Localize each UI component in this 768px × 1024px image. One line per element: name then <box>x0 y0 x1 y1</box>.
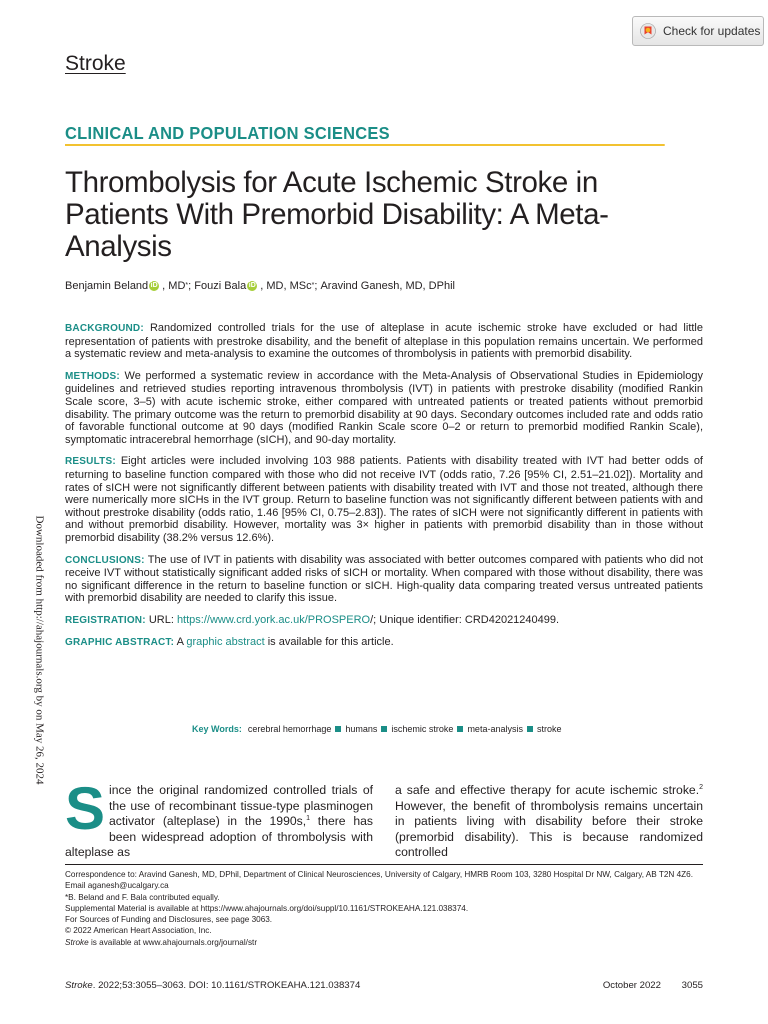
conclusions-label: CONCLUSIONS: <box>65 554 145 566</box>
abstract-background <box>65 322 703 361</box>
page-footer <box>65 980 703 991</box>
author-2-degree: , MD, MSc <box>260 280 312 292</box>
square-bullet-icon <box>457 726 463 732</box>
methods-label: METHODS: <box>65 370 120 382</box>
funding-note: For Sources of Funding and Disclosures, see page 3063. <box>65 915 273 925</box>
background-text: Randomized controlled trials for the use of alteplase in acute ischemic stroke have excluded or had little representation of patients with prestroke disability, and the benefit of alteplase in this population remains uncertain. We performed a systematic review and meta-analysis to examine the outcomes of thrombolysis in patients with premorbid disability. <box>65 322 703 361</box>
check-for-updates-label: Check for updates <box>663 24 761 38</box>
availability-text: is available at www.ahajournals.org/journal/str <box>88 937 258 947</box>
reference-marker[interactable]: 1 <box>306 815 311 823</box>
footer-right <box>585 980 703 991</box>
abstract-methods <box>65 370 703 447</box>
body-text: ince the original randomized controlled trials of the use of recombinant tissue-type plasminogen activator (alteplase) in the 1990s, <box>109 783 373 829</box>
orcid-icon[interactable]: iD <box>248 282 256 289</box>
download-notice-text: Downloaded from http://ahajournals.org by on May 26, 2024 <box>33 515 46 785</box>
results-label: RESULTS: <box>65 456 116 468</box>
graphic-abstract-prefix: A <box>176 636 187 649</box>
background-label: BACKGROUND: <box>65 323 144 334</box>
author-list: Benjamin Beland iD , MD * ; Fouzi Bala iD , MD, MSc * ; Aravind Ganesh, MD, DPhil <box>65 280 455 292</box>
page-number: 3055 <box>681 980 703 991</box>
body-column-right <box>395 783 703 861</box>
author-1-name[interactable]: Benjamin Beland <box>65 280 149 292</box>
copyright-note: © 2022 American Heart Association, Inc. <box>65 926 212 936</box>
abstract-results <box>65 455 703 544</box>
author-2-name[interactable]: Fouzi Bala <box>194 280 247 292</box>
correspondence-note: Correspondence to: Aravind Ganesh, MD, DPhil, Department of Clinical Neurosciences, University of Calgary, HMRB Room 103, 3280 Hospital Dr NW, Calgary, AB T2N 4Z6. Email aganesh@ucalgary.ca <box>65 870 693 891</box>
registration-identifier: /; Unique identifier: CRD42021240499. <box>370 613 560 626</box>
square-bullet-icon <box>527 726 533 732</box>
equal-contribution-note: *B. Beland and F. Bala contributed equally. <box>65 892 220 902</box>
availability-journal: Stroke <box>65 937 89 947</box>
citation-text: . 2022;53:3055–3063. DOI: 10.1161/STROKEAHA.121.038374 <box>92 980 361 991</box>
abstract <box>65 322 703 659</box>
crossmark-icon <box>640 23 656 39</box>
keyword-item: stroke <box>536 724 562 734</box>
reference-marker[interactable]: 2 <box>699 783 703 791</box>
abstract-graphic <box>65 636 703 650</box>
body-column-left <box>65 775 374 861</box>
citation <box>65 980 360 991</box>
keyword-item: meta-analysis <box>467 724 523 734</box>
square-bullet-icon <box>335 726 341 732</box>
body-text: there has been widespread adoption of thrombolysis with alteplase as <box>65 814 374 860</box>
drop-cap: S <box>65 775 106 842</box>
results-text: Eight articles were included involving 103 988 patients. Patients with disability treated with IVT had better odds of returning to baseline function compared with those who did not receive IVT (odds ratio, 7.26 [95% CI, 2.51–21.02]). Mortality and rates of sICH were not significantly different between patients with disability treated with IVT and those not treated, although there were numerically more sICHs in the IVT group. Return to baseline function was not significantly different between patients with and without prestroke disability (odds ratio, 1.46 [95% CI, 0.75–2.83]). The rates of sICH were not significantly different in patients with and without premorbid disability. However, mortality was 3× higher in patients with premorbid disability than in those without premorbid disability (38.2% versus 12.6%). <box>65 455 703 544</box>
section-heading: CLINICAL AND POPULATION SCIENCES <box>65 123 665 146</box>
graphic-abstract-suffix: is available for this article. <box>264 636 394 649</box>
registration-label: REGISTRATION: <box>65 614 146 626</box>
author-3-name[interactable]: Aravind Ganesh, MD, DPhil <box>320 280 455 292</box>
author-separator: ; <box>314 280 321 292</box>
keyword-item: cerebral hemorrhage <box>247 724 332 734</box>
body-text: However, the benefit of thrombolysis remains uncertain in patients living with disability before their stroke (premorbid disability). This is because randomized controlled <box>395 798 703 860</box>
check-for-updates-button[interactable] <box>632 16 764 46</box>
abstract-registration <box>65 614 703 628</box>
author-1-degree: , MD <box>162 280 186 292</box>
keywords-label: Key Words: <box>192 724 242 734</box>
issue-date: October 2022 <box>602 980 661 991</box>
graphic-abstract-label: GRAPHIC ABSTRACT: <box>65 637 175 649</box>
registration-prefix: URL: <box>148 613 177 626</box>
body-text: a safe and effective therapy for acute ischemic stroke. <box>395 783 700 797</box>
availability-note <box>65 937 703 948</box>
download-notice <box>31 515 47 785</box>
keyword-item: humans <box>345 724 378 734</box>
graphic-abstract-link[interactable]: graphic abstract <box>186 636 265 649</box>
orcid-icon[interactable]: iD <box>150 282 158 289</box>
article-title: Thrombolysis for Acute Ischemic Stroke in Patients With Premorbid Disability: A Meta-Analysis <box>65 166 609 263</box>
citation-journal: Stroke <box>65 980 93 991</box>
author-separator: ; <box>188 280 195 292</box>
supplemental-note: Supplemental Material is available at https://www.ahajournals.org/doi/suppl/10.1161/STROKEAHA.121.038374. <box>65 903 469 913</box>
footnote-divider <box>65 864 703 865</box>
keywords <box>192 724 561 734</box>
footnotes <box>65 869 703 948</box>
keyword-item: ischemic stroke <box>391 724 454 734</box>
journal-name[interactable]: Stroke <box>65 52 126 75</box>
registration-link[interactable]: https://www.crd.york.ac.uk/PROSPERO <box>176 613 371 626</box>
square-bullet-icon <box>381 726 387 732</box>
abstract-conclusions <box>65 554 703 605</box>
methods-text: We performed a systematic review in accordance with the Meta-Analysis of Observational Studies in Epidemiology guidelines and retrieved studies reporting intravenous thrombolysis (IVT) in patients with prestroke disability (modified Rankin Scale score, 3–5) with acute ischemic stroke, either compared with untreated patients or treated patients without premorbid disability. The primary outcome was the return to premorbid disability at 90 days. Secondary outcomes included rate and odds ratio of favorable functional outcome at 90 days (modified Rankin Scale score 0–2 or return to premorbid modified Rankin Scale), symptomatic intracerebral hemorrhage (sICH), and 90-day mortality. <box>65 369 703 446</box>
conclusions-text: The use of IVT in patients with disability was associated with better outcomes compared with patients who did not receive IVT without statistically significant added risks of sICH or mortality. When compared with those without disability, there was no significant difference in the return to baseline function or sICH. High-quality data comparing treated versus untreated patients with premorbid disability are needed to clarify this issue. <box>65 553 704 605</box>
